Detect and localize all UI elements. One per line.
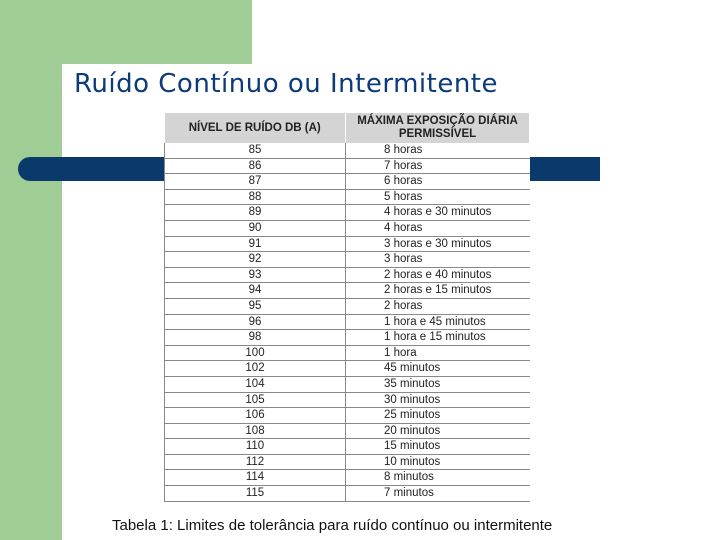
max-exposure-cell: 1 hora e 15 minutos (346, 330, 530, 346)
noise-level-cell: 86 (165, 158, 346, 174)
noise-level-cell: 105 (165, 392, 346, 408)
table-row (165, 205, 530, 221)
noise-level-cell: 112 (165, 454, 346, 470)
noise-level-cell: 95 (165, 298, 346, 314)
max-exposure-cell: 6 horas (346, 174, 530, 190)
green-accent-vertical (0, 0, 62, 540)
noise-level-cell: 96 (165, 314, 346, 330)
table-row (165, 236, 530, 252)
max-exposure-cell: 8 minutos (346, 470, 530, 486)
noise-level-cell: 114 (165, 470, 346, 486)
noise-level-cell: 108 (165, 423, 346, 439)
max-exposure-cell: 30 minutos (346, 392, 530, 408)
noise-level-cell: 106 (165, 408, 346, 424)
noise-level-cell: 88 (165, 189, 346, 205)
table-row (165, 283, 530, 299)
noise-level-cell: 100 (165, 345, 346, 361)
table-row (165, 220, 530, 236)
table-row (165, 454, 530, 470)
noise-level-cell: 90 (165, 220, 346, 236)
table-row (165, 439, 530, 455)
slide-title: Ruído Contínuo ou Intermitente (74, 69, 498, 99)
noise-level-cell: 91 (165, 236, 346, 252)
table-row (165, 158, 530, 174)
max-exposure-cell: 7 minutos (346, 486, 530, 502)
noise-limits-table (164, 113, 530, 502)
table-row (165, 143, 530, 158)
noise-level-cell: 104 (165, 376, 346, 392)
table-row (165, 267, 530, 283)
noise-level-cell: 94 (165, 283, 346, 299)
noise-level-cell: 98 (165, 330, 346, 346)
max-exposure-cell: 45 minutos (346, 361, 530, 377)
noise-level-cell: 89 (165, 205, 346, 221)
table-row (165, 486, 530, 502)
noise-level-cell: 115 (165, 486, 346, 502)
green-accent-horizontal (0, 0, 252, 64)
max-exposure-cell: 25 minutos (346, 408, 530, 424)
table-row (165, 408, 530, 424)
table-row (165, 423, 530, 439)
table-row (165, 330, 530, 346)
max-exposure-cell: 7 horas (346, 158, 530, 174)
noise-level-cell: 110 (165, 439, 346, 455)
max-exposure-cell: 10 minutos (346, 454, 530, 470)
table-row (165, 392, 530, 408)
noise-limits-table-container (164, 113, 530, 500)
max-exposure-cell: 2 horas (346, 298, 530, 314)
max-exposure-cell: 4 horas e 30 minutos (346, 205, 530, 221)
max-exposure-cell: 3 horas (346, 252, 530, 268)
table-row (165, 361, 530, 377)
table-row (165, 470, 530, 486)
max-exposure-cell: 20 minutos (346, 423, 530, 439)
table-row (165, 345, 530, 361)
noise-level-cell: 93 (165, 267, 346, 283)
header-noise-level: NÍVEL DE RUÍDO DB (A) (165, 113, 346, 143)
noise-level-cell: 102 (165, 361, 346, 377)
noise-level-cell: 85 (165, 143, 346, 158)
table-row (165, 298, 530, 314)
table-header-row (165, 113, 530, 143)
table-row (165, 314, 530, 330)
noise-level-cell: 87 (165, 174, 346, 190)
max-exposure-cell: 5 horas (346, 189, 530, 205)
table-row (165, 252, 530, 268)
max-exposure-cell: 8 horas (346, 143, 530, 158)
header-max-exposure: MÁXIMA EXPOSIÇÃO DIÁRIA PERMISSÍVEL (346, 113, 530, 143)
max-exposure-cell: 4 horas (346, 220, 530, 236)
max-exposure-cell: 3 horas e 30 minutos (346, 236, 530, 252)
max-exposure-cell: 35 minutos (346, 376, 530, 392)
table-body (165, 143, 530, 501)
table-caption: Tabela 1: Limites de tolerância para ruído contínuo ou intermitente (112, 517, 553, 534)
table-row (165, 174, 530, 190)
max-exposure-cell: 15 minutos (346, 439, 530, 455)
max-exposure-cell: 2 horas e 15 minutos (346, 283, 530, 299)
max-exposure-cell: 1 hora e 45 minutos (346, 314, 530, 330)
max-exposure-cell: 1 hora (346, 345, 530, 361)
noise-level-cell: 92 (165, 252, 346, 268)
table-row (165, 189, 530, 205)
table-row (165, 376, 530, 392)
max-exposure-cell: 2 horas e 40 minutos (346, 267, 530, 283)
